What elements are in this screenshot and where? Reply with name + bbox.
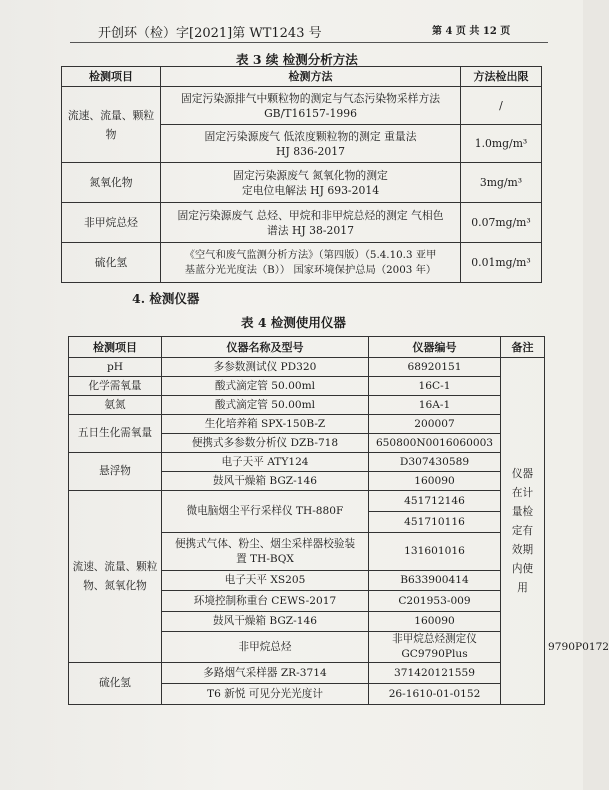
item-cell: 非甲烷总烃	[162, 632, 369, 663]
analysis-method-table	[61, 66, 542, 283]
instrument-cell: 便携式多参数分析仪 DZB-718	[162, 434, 369, 453]
instrument-cell: 鼓风干燥箱 BGZ-146	[162, 612, 369, 632]
instrument-cell: 多参数测试仪 PD320	[162, 358, 369, 377]
remark-cell: 仪器 在计 量检 定有 效期 内使 用	[501, 358, 545, 705]
item-cell: 硫化氢	[69, 663, 162, 705]
number-cell: D307430589	[369, 453, 501, 472]
table-row	[69, 396, 545, 415]
item-cell: pH	[69, 358, 162, 377]
method-cell: 《空气和废气监测分析方法》（第四版）（5.4.10.3 亚甲 基蓝分光光度法（B）） 国家环境保护总局（2003 年）	[161, 243, 461, 283]
instrument-cell: 多路烟气采样器 ZR-3714	[162, 663, 369, 684]
table3-caption: 表 3 续 检测分析方法	[236, 52, 358, 67]
header-cell: 检测项目	[62, 67, 161, 87]
number-cell: 451712146	[369, 491, 501, 512]
number-cell: 650800N0016060003	[369, 434, 501, 453]
table-row: 非甲烷总烃 非甲烷总烃测定仪 GC9790Plus 9790P0172	[69, 632, 545, 663]
limit-cell: 3mg/m³	[461, 163, 542, 203]
header-cell: 仪器编号	[369, 337, 501, 358]
method-cell: 固定污染源排气中颗粒物的测定与气态污染物采样方法 GB/T16157-1996	[161, 87, 461, 125]
limit-cell: 0.07mg/m³	[461, 203, 542, 243]
instrument-cell: 鼓风干燥箱 BGZ-146	[162, 472, 369, 491]
item-cell: 流速、流量、颗粒物、氮氧化物	[69, 491, 162, 663]
table-header-row	[69, 337, 545, 358]
number-cell: 68920151	[369, 358, 501, 377]
limit-cell: 0.01mg/m³	[461, 243, 542, 283]
method-cell: 固定污染源废气 低浓度颗粒物的测定 重量法 HJ 836-2017	[161, 125, 461, 163]
instrument-table	[68, 336, 609, 705]
table-row	[69, 663, 545, 684]
instrument-cell: 电子天平 XS205	[162, 571, 369, 591]
table-row	[62, 87, 542, 125]
table-row	[69, 358, 545, 377]
item-cell: 流速、流量、颗粒物	[62, 87, 161, 163]
item-cell: 硫化氢	[62, 243, 161, 283]
instrument-cell: 便携式气体、粉尘、烟尘采样器校验装 置 TH-BQX	[162, 533, 369, 571]
item-cell: 非甲烷总烃	[62, 203, 161, 243]
number-cell: 16A-1	[369, 396, 501, 415]
method-cell: 固定污染源废气 总烃、甲烷和非甲烷总烃的测定 气相色 谱法 HJ 38-2017	[161, 203, 461, 243]
item-cell: 五日生化需氧量	[69, 415, 162, 453]
number-cell: 131601016	[369, 533, 501, 571]
instrument-cell: 酸式滴定管 50.00ml	[162, 377, 369, 396]
number-cell: 26-1610-01-0152	[369, 684, 501, 705]
instrument-cell: 电子天平 ATY124	[162, 453, 369, 472]
header-cell: 备注	[501, 337, 545, 358]
limit-cell: /	[461, 87, 542, 125]
item-cell: 悬浮物	[69, 453, 162, 491]
page-indicator: 第 4 页 共 12 页	[432, 26, 511, 37]
number-cell: 160090	[369, 472, 501, 491]
table-row	[62, 243, 542, 283]
instrument-cell: 微电脑烟尘平行采样仪 TH-880F	[162, 491, 369, 533]
instrument-cell: 环境控制称重台 CEWS-2017	[162, 591, 369, 612]
table-row	[62, 203, 542, 243]
document-number: 开创环（检）字[2021]第 WT1243 号	[98, 26, 322, 41]
item-cell: 氨氮	[69, 396, 162, 415]
table-row	[69, 415, 545, 434]
method-cell: 固定污染源废气 氮氧化物的测定 定电位电解法 HJ 693-2014	[161, 163, 461, 203]
item-cell: 化学需氧量	[69, 377, 162, 396]
header-cell: 检测项目	[69, 337, 162, 358]
header-cell: 检测方法	[161, 67, 461, 87]
number-cell: B633900414	[369, 571, 501, 591]
header-divider	[70, 42, 548, 43]
number-cell: 160090	[369, 612, 501, 632]
instrument-cell: 生化培养箱 SPX-150B-Z	[162, 415, 369, 434]
table-row	[69, 491, 545, 512]
item-cell: 氮氧化物	[62, 163, 161, 203]
table-row	[69, 377, 545, 396]
instrument-cell: 酸式滴定管 50.00ml	[162, 396, 369, 415]
limit-cell: 1.0mg/m³	[461, 125, 542, 163]
table4-caption: 表 4 检测使用仪器	[241, 315, 346, 330]
number-cell: 16C-1	[369, 377, 501, 396]
number-cell: 371420121559	[369, 663, 501, 684]
number-cell: C201953-009	[369, 591, 501, 612]
number-cell: 200007	[369, 415, 501, 434]
header-cell: 仪器名称及型号	[162, 337, 369, 358]
table-row	[62, 163, 542, 203]
table-row	[69, 453, 545, 472]
section-heading: 4. 检测仪器	[132, 291, 200, 306]
instrument-cell: 非甲烷总烃测定仪 GC9790Plus	[369, 632, 501, 663]
number-cell: 451710116	[369, 512, 501, 533]
header-cell: 方法检出限	[461, 67, 542, 87]
table-header-row	[62, 67, 542, 87]
instrument-cell: T6 新悦 可见分光光度计	[162, 684, 369, 705]
